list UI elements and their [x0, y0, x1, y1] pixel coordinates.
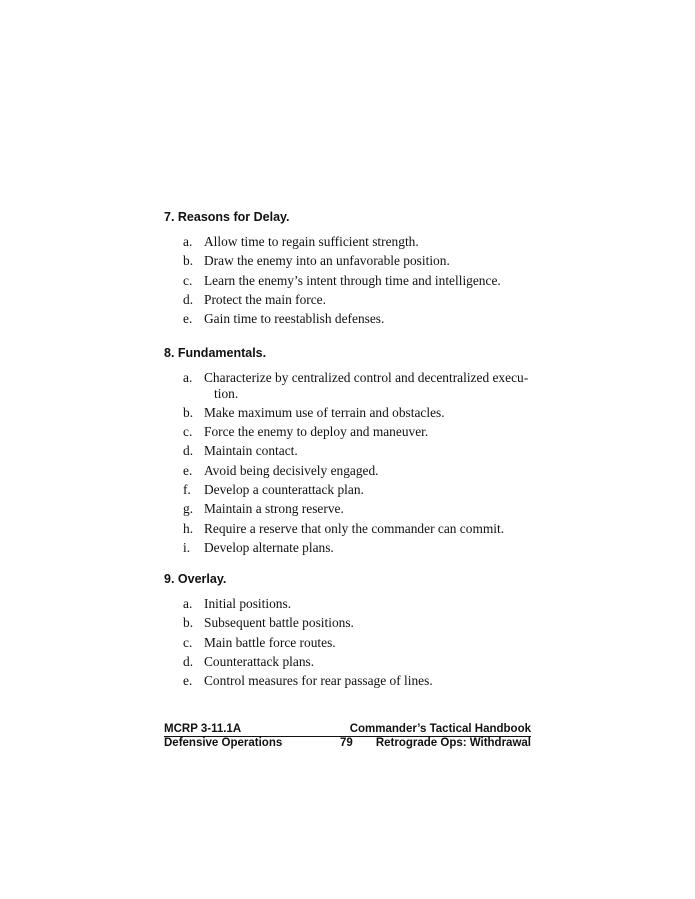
item-text: Subsequent battle positions.: [204, 615, 354, 631]
page-number: 79: [340, 737, 353, 749]
list-item: [164, 370, 544, 401]
item-letter: b.: [183, 404, 194, 420]
list-item: [164, 540, 544, 556]
item-letter: c.: [183, 424, 193, 440]
handbook-title: Commander’s Tactical Handbook: [349, 723, 531, 735]
list-item: [164, 673, 544, 689]
section-fundamentals: [164, 345, 544, 559]
section-heading: 7. Reasons for Delay.: [164, 210, 290, 224]
list-item: [164, 615, 544, 631]
publication-id: MCRP 3-11.1A: [164, 723, 242, 735]
list-item: [164, 292, 544, 308]
item-letter: e.: [183, 311, 193, 327]
item-letter: a.: [183, 370, 193, 385]
section-name: Retrograde Ops: Withdrawal: [375, 737, 531, 749]
item-letter: i.: [183, 539, 191, 555]
item-letter: h.: [183, 520, 194, 536]
item-text: Maintain contact.: [204, 443, 298, 459]
item-letter: b.: [183, 615, 194, 631]
list-item: [164, 596, 544, 612]
section-heading: 8. Fundamentals.: [164, 346, 267, 360]
list-item: [164, 311, 544, 327]
item-text: Gain time to reestablish defenses.: [204, 311, 385, 327]
item-text: Learn the enemy’s intent through time and intelligence.: [204, 272, 501, 288]
item-letter: b.: [183, 253, 194, 269]
list-item: [164, 253, 544, 269]
item-text: Draw the enemy into an unfavorable position.: [204, 253, 450, 269]
list-item: [164, 654, 544, 670]
item-text: Avoid being decisively engaged.: [204, 462, 379, 478]
list-item: [164, 405, 544, 421]
item-text-continuation: tion.: [214, 385, 239, 401]
list-item: [164, 234, 544, 250]
item-text: Control measures for rear passage of lines.: [204, 673, 433, 689]
item-list: [164, 234, 544, 327]
item-letter: c.: [183, 272, 193, 288]
item-letter: c.: [183, 634, 193, 650]
item-text: Allow time to regain sufficient strength.: [204, 234, 419, 249]
item-list: [164, 596, 544, 689]
list-item: [164, 482, 544, 498]
item-letter: d.: [183, 291, 194, 307]
item-letter: d.: [183, 653, 194, 669]
list-item: [164, 521, 544, 537]
item-text: Develop a counterattack plan.: [204, 481, 364, 497]
list-item: [164, 501, 544, 517]
item-text: Require a reserve that only the commander can commit.: [204, 520, 505, 536]
list-item: [164, 443, 544, 459]
item-letter: g.: [183, 501, 194, 517]
item-text: Counterattack plans.: [204, 653, 315, 669]
item-letter: e.: [183, 673, 193, 689]
item-text: Protect the main force.: [204, 291, 326, 307]
item-text: Develop alternate plans.: [204, 539, 334, 555]
item-list: [164, 370, 544, 555]
item-letter: a.: [183, 596, 193, 611]
list-item: [164, 635, 544, 651]
section-reasons-for-delay: [164, 209, 544, 330]
item-letter: a.: [183, 234, 193, 249]
item-text: Characterize by centralized control and decentralized execu-: [204, 370, 529, 385]
list-item: [164, 463, 544, 479]
list-item: [164, 273, 544, 289]
item-text: Main battle force routes.: [204, 634, 336, 650]
footer-bottom-row: [164, 736, 531, 750]
item-letter: e.: [183, 462, 193, 478]
item-letter: d.: [183, 443, 194, 459]
item-text: Make maximum use of terrain and obstacles.: [204, 404, 445, 420]
list-item: [164, 424, 544, 440]
footer-top-row: [164, 722, 531, 736]
footer-divider: [164, 736, 531, 737]
chapter-name: Defensive Operations: [164, 737, 283, 749]
item-text: Initial positions.: [204, 596, 292, 611]
section-heading: 9. Overlay.: [164, 572, 227, 586]
section-overlay: [164, 571, 544, 692]
item-text: Force the enemy to deploy and maneuver.: [204, 424, 429, 440]
item-text: Maintain a strong reserve.: [204, 501, 344, 517]
item-letter: f.: [183, 481, 191, 497]
